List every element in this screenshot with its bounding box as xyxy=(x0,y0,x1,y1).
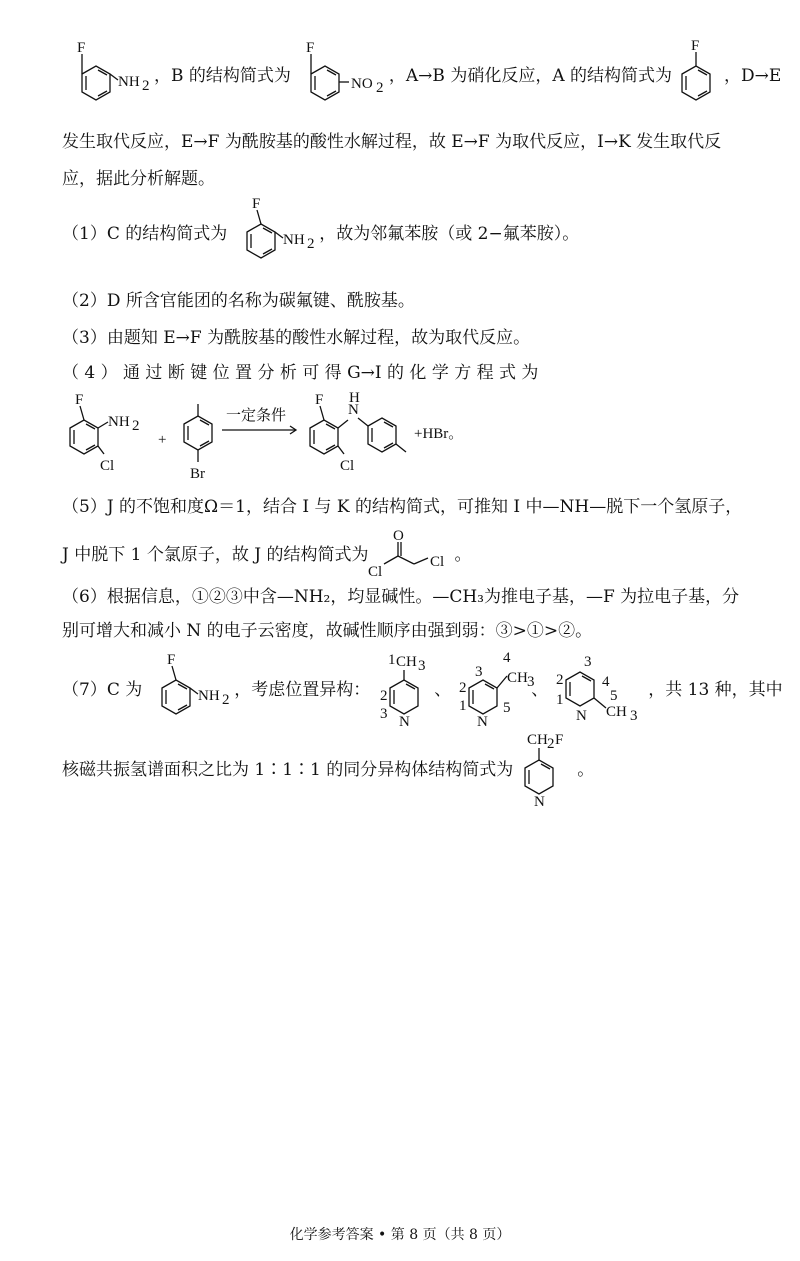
svg-text:Br: Br xyxy=(190,466,205,482)
intro-text-c: ，D→E xyxy=(724,66,782,86)
answer-4: （ 4 ） 通 过 断 键 位 置 分 析 可 得 G→I 的 化 学 方 程 式 为 xyxy=(62,363,539,383)
svg-text:4: 4 xyxy=(602,674,610,690)
svg-text:2: 2 xyxy=(556,672,564,688)
structure-2-fluoroaniline xyxy=(62,40,154,112)
svg-text:F: F xyxy=(252,196,261,212)
structure-c xyxy=(227,198,319,270)
answer-3: （3）由题知 E→F 为酰胺基的酸性水解过程，故为取代反应。 xyxy=(62,328,531,348)
svg-text:Cl: Cl xyxy=(368,564,383,580)
answer-7-b-text: 核磁共振氢谱面积之比为 1∶1∶1 的同分异构体结构简式为 xyxy=(62,760,514,780)
svg-text:1: 1 xyxy=(459,698,467,714)
svg-text:5: 5 xyxy=(610,688,618,704)
intro-line-3: 应，据此分析解题。 xyxy=(62,169,215,189)
svg-text:4: 4 xyxy=(503,650,511,666)
answer-6-b: 别可增大和减小 N 的电子云密度，故碱性顺序由强到弱：③>①>②。 xyxy=(62,621,593,641)
answer-5-a: （5）J 的不饱和度Ω＝1，结合 I 与 K 的结构简式，可推知 I 中—NH—脱下一个氢原子， xyxy=(62,497,743,517)
svg-text:N: N xyxy=(399,714,411,730)
svg-text:2: 2 xyxy=(375,80,384,96)
svg-text:Cl: Cl xyxy=(100,458,115,474)
svg-text:1: 1 xyxy=(556,692,564,708)
answer-7-text-a: （7）C 为 xyxy=(62,680,143,700)
svg-text:F: F xyxy=(75,392,84,408)
answer-2: （2）D 所含官能团的名称为碳氟键、酰胺基。 xyxy=(62,291,415,311)
pyridine-2-methyl xyxy=(548,650,648,730)
separator-2: 、 xyxy=(531,680,549,700)
structure-j xyxy=(368,528,454,582)
svg-text:NH: NH xyxy=(118,74,140,90)
svg-text:N: N xyxy=(348,402,359,418)
svg-text:N: N xyxy=(576,708,588,724)
svg-text:1: 1 xyxy=(388,652,396,668)
svg-text:CH: CH xyxy=(396,654,418,670)
svg-text:F: F xyxy=(691,38,700,54)
pyridine-3-methyl xyxy=(451,650,535,730)
svg-text:NH: NH xyxy=(283,232,305,248)
svg-text:NO: NO xyxy=(350,76,373,92)
answer-7-b xyxy=(62,728,760,812)
intro-text-b: ，B 的结构简式为 xyxy=(154,66,291,86)
reaction-equation xyxy=(62,390,502,490)
answer-5-text: J 中脱下 1 个氯原子，故 J 的结构简式为 xyxy=(62,545,369,565)
separator-1: 、 xyxy=(434,680,452,700)
svg-text:3: 3 xyxy=(380,706,388,722)
svg-text:F: F xyxy=(315,392,324,408)
svg-text:CH: CH xyxy=(527,732,549,748)
structure-fluorobenzene xyxy=(672,40,724,112)
svg-text:一定条件: 一定条件 xyxy=(226,408,287,424)
svg-text:2: 2 xyxy=(142,78,150,94)
svg-text:+: + xyxy=(158,432,167,448)
answer-1-text-b: ，故为邻氟苯胺（或 2−氟苯胺）。 xyxy=(319,224,580,244)
answer-7-text-c: ，共 13 种，其中 xyxy=(648,680,783,700)
svg-text:H: H xyxy=(349,390,360,406)
answer-7-b-end: 。 xyxy=(577,760,595,780)
equation-4 xyxy=(62,390,760,490)
svg-text:F: F xyxy=(305,40,315,56)
intro-text-a: ，A→B 为硝化反应，A 的结构简式为 xyxy=(388,66,673,86)
svg-text:3: 3 xyxy=(475,664,483,680)
svg-text:3: 3 xyxy=(584,654,592,670)
answer-7-text-b: ，考虑位置异构： xyxy=(234,680,371,700)
svg-text:CH: CH xyxy=(507,670,529,686)
svg-text:O: O xyxy=(393,528,405,544)
svg-text:CH: CH xyxy=(606,704,628,720)
intro-line-2: 发生取代反应，E→F 为酰胺基的酸性水解过程，故 E→F 为取代反应，I→K 发生取代反 xyxy=(62,132,722,152)
svg-text:Cl: Cl xyxy=(430,554,445,570)
svg-text:N: N xyxy=(534,794,546,810)
svg-text:3: 3 xyxy=(630,708,638,724)
svg-text:N: N xyxy=(477,714,489,730)
answer-1 xyxy=(62,198,760,270)
answer-5-end: 。 xyxy=(454,545,472,565)
svg-text:F: F xyxy=(167,652,176,668)
structure-c-again xyxy=(142,654,234,726)
svg-text:F: F xyxy=(555,732,564,748)
answer-7 xyxy=(62,650,783,730)
svg-text:Cl: Cl xyxy=(340,458,355,474)
svg-text:3: 3 xyxy=(418,658,426,674)
svg-text:+HBr。: +HBr。 xyxy=(414,426,464,442)
svg-text:2: 2 xyxy=(459,680,467,696)
svg-text:2: 2 xyxy=(547,736,555,752)
structure-b-nitro xyxy=(291,40,389,112)
svg-text:2: 2 xyxy=(380,688,388,704)
svg-text:2: 2 xyxy=(307,236,315,252)
intro-line-1 xyxy=(62,38,782,112)
svg-text:F: F xyxy=(77,40,86,56)
svg-text:3: 3 xyxy=(527,674,535,690)
svg-text:5: 5 xyxy=(503,700,511,716)
svg-text:NH: NH xyxy=(108,414,130,430)
answer-5-b xyxy=(62,528,760,582)
pyridine-4-fluoromethyl xyxy=(513,728,577,812)
svg-text:2: 2 xyxy=(222,692,230,708)
answer-6-a: （6）根据信息，①②③中含—NH₂，均显碱性。—CH₃为推电子基，—F 为拉电子基，分 xyxy=(62,587,740,607)
page-footer: 化学参考答案 • 第 8 页（共 8 页） xyxy=(289,1227,511,1243)
svg-text:2: 2 xyxy=(132,418,140,434)
answer-1-text-a: （1）C 的结构简式为 xyxy=(62,224,228,244)
svg-text:NH: NH xyxy=(198,688,220,704)
pyridine-4-methyl xyxy=(370,650,434,730)
